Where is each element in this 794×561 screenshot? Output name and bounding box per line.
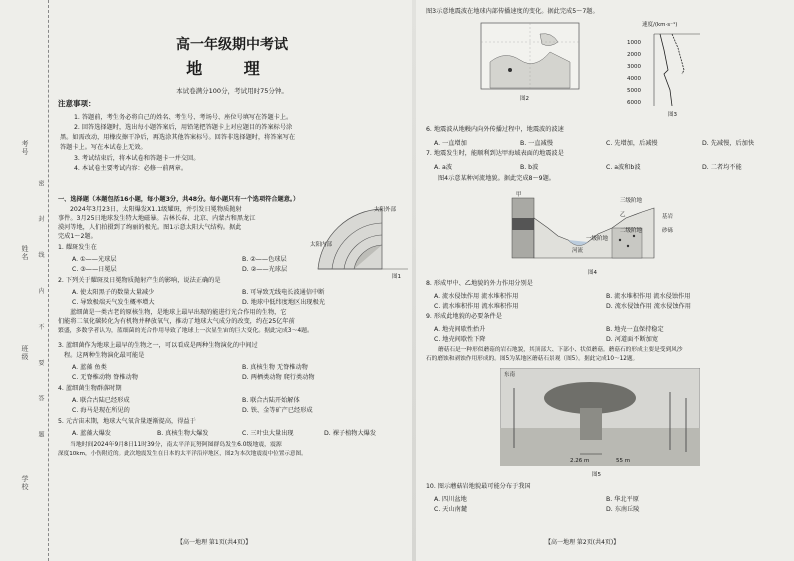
q7-option-c: C. a波和b波 [606,164,641,171]
q4-option-d: D. 铁、金等矿产已经形成 [242,407,313,414]
q8-option-c: C. 流水堆积作用 流水堆积作用 [434,303,519,310]
fig5-label-height: 55 m [616,458,631,464]
q3-stem: 3. 蓝细菌作为地球上最早的生物之一，可以看成是两种生物演化的中间过 [58,342,258,349]
q2-option-c: C. 导致极端天气发生概率增大 [72,299,155,306]
q4-option-a: A. 联合古陆已经形成 [72,397,130,404]
right-page [420,0,788,561]
intro1-line2: 事件。3月25日地球发生特大地磁暴。吉林长春、北京、内蒙古和黑龙江 [58,215,256,222]
fig3-caption: 图3 [668,112,677,118]
q3-stem-b: 程。这两种生物演化最可能是 [64,352,145,359]
q7-option-d: D. 二者均不能 [702,164,742,171]
q2-option-a: A. 使太阳黑子的数量大量减少 [72,289,155,296]
fig4-label-terrace1: 一级阶地 [586,236,609,242]
fig3-depth-4000: 4000 [627,76,641,82]
intro1-line1: 2024年3月23日，太阳爆发X1.1级耀斑，并引发日冕物质抛射 [70,206,242,213]
q5-option-b: B. 真核生物大爆发 [157,430,209,437]
q10-option-d: D. 东南丘陵 [606,506,640,513]
q1-option-b: B. ②——色球层 [242,256,287,263]
q6-option-b: B. 一直减慢 [520,140,553,147]
q6-stem: 6. 地震波从地幔内向外传播过程中，地震波的波速 [426,126,564,133]
intro5-line1: 蘑菇石是一种形似蘑菇的岩石地貌，其顶部大、下部小、状似蘑菇。蘑菇石的形成主要是受到风沙 [438,347,683,353]
q3-option-a: A. 蓝藻 鱼类 [72,364,107,371]
fig4-intro: 图4示意某种河流地貌。据此完成8～9题。 [438,175,555,182]
fig3-depth-3000: 3000 [627,64,641,70]
fig3-depth-1000: 1000 [627,40,641,46]
left-page [52,0,412,561]
fig1-caption: 图1 [392,274,401,280]
fig3-depth-5000: 5000 [627,88,641,94]
xingming-label: 姓名 [21,245,29,261]
seal-line-text: 密 封 线 内 不 要 答 题 [37,180,44,452]
intro1-line4: 完成1～2题。 [58,233,97,240]
fig4-label-river: 河流 [572,248,584,254]
q4-stem: 4. 蓝细菌生物群落时期 [58,385,122,392]
note-3: 3. 考试结束后，将本试卷和答题卡一并交回。 [74,155,200,162]
fig4-legend-bedrock: 基岩 [662,214,674,220]
q8-option-d: D. 流水侵蚀作用 流水侵蚀作用 [606,303,691,310]
q1-stem: 1. 耀斑发生在 [58,244,97,251]
kaohao-label: 考号 [21,140,29,156]
left-footer: 【高一地理 第1页(共4页)】 [177,539,252,546]
q4-option-b: B. 联合古陆开始解体 [242,397,300,404]
q9-option-b: B. 地壳一直保持稳定 [606,326,664,333]
intro3-line1: 当地时间2024年9月8日11时39分，南太平洋瓦努阿图群岛发生6.0级地震，震源 [70,442,282,448]
q5-stem: 5. 元古宙末期，地球大气氧含量逐渐提高，得益于 [58,418,196,425]
q8-stem: 8. 形成甲中、乙地貌的外力作用分别是 [426,280,533,287]
fig2-caption: 图2 [520,96,529,102]
q5-option-c: C. 三叶虫大量出现 [242,430,294,437]
q7-option-b: B. b波 [520,164,539,171]
q3-option-c: C. 无脊椎动物 脊椎动物 [72,374,138,381]
figure-5-mushroom-rock [500,368,700,466]
q2-stem: 2. 下列关于耀斑及日冕物质抛射产生的影响，说法正确的是 [58,277,221,284]
banji-label: 班级 [21,345,29,361]
q5-option-d: D. 裸子植物大爆发 [324,430,377,437]
q10-stem: 10. 图示蘑菇岩地貌最可能分布于我国 [426,483,531,490]
binding-strip [0,0,49,561]
xuexiao-label: 学校 [21,475,29,491]
q9-option-c: C. 地壳间歇性下降 [434,336,486,343]
fig4-label-terrace2: 二级阶地 [620,228,643,234]
q9-option-a: A. 地壳间歇性抬升 [434,326,486,333]
subject-title: 地 理 [186,59,278,78]
q9-option-d: D. 河道面不断加宽 [606,336,659,343]
fig1-label-inner: 太阳内部 [310,242,333,248]
fig4-caption: 图4 [588,270,597,276]
q4-option-c: C. 海马是现在所见的 [72,407,130,414]
intro1-line3: 漠河等地，人们拍摄到了绚丽的极光。图1示意太阳大气结构。据此 [58,224,242,231]
q6-option-c: C. 先增加，后减慢 [606,140,658,147]
q2-option-b: B. 可导致无线电长波通信中断 [242,289,325,296]
fig5-label-width: 2.26 m [570,458,590,464]
note-1: 1. 答题前，考生务必将自己的姓名、考生号、考场号、座位号填写在答题卡上。 [74,114,293,121]
q6-option-a: A. 一直增加 [434,140,467,147]
fig3-depth-2000: 2000 [627,52,641,58]
q1-option-d: D. ②——光球层 [242,266,288,273]
fig4-label-jia: 甲 [516,192,522,198]
q5-option-a: A. 蓝藻大爆发 [72,430,111,437]
fig4-label-terrace3: 三级阶地 [620,198,643,204]
fig5-label-direction: 东南 [504,372,516,378]
q10-option-c: C. 天山南麓 [434,506,468,513]
q10-option-b: B. 华北平原 [606,496,639,503]
intro3-line2: 深度10km，小伤附近的。此次地震发生在日本的太平洋沿岸地区，图2为本次地震震中位置示意图。 [58,451,307,457]
q9-stem: 9. 形成此地貌的必要条件是 [426,313,502,320]
fig1-label-outer: 太阳外部 [374,207,397,213]
exam-title: 高一年级期中考试 [176,37,288,53]
fig3-depth-6000: 6000 [627,100,641,106]
q8-option-b: B. 流水堆积作用 流水侵蚀作用 [606,293,691,300]
page-gutter [412,0,416,561]
fig4-label-yi: 乙 [620,212,626,218]
q6-option-d: D. 先减慢，后加快 [702,140,755,147]
notes-heading: 注意事项： [58,99,96,108]
intro2-line3: 繁盛，多数学者认为，蓝细菌的光合作用导致了地球上一次显生宙的巨大变化。据此完成3～4题。 [58,328,313,334]
note-2: 2. 回答选择题时，选出每小题答案后，用铅笔把答题卡上对应题目的答案标号涂 [74,124,293,131]
q3-option-b: B. 真核生物 无脊椎动物 [242,364,308,371]
q3-option-d: D. 两栖类动物 爬行类动物 [242,374,315,381]
q7-option-a: A. a波 [434,164,453,171]
exam-info: 本试卷满分100分，考试用时75分钟。 [176,87,288,95]
intro2-line1: 蓝细菌是一类古老的原核生物，是地球上最早出现的能进行光合作用的生物，它 [70,309,287,316]
fig4-legend-gravel: 砂砾 [662,228,674,234]
q2-option-d: D. 地球中低纬度地区出现极光 [242,299,325,306]
note-2c: 答题卡上。写在本试卷上无效。 [60,144,147,151]
q1-option-a: A. ①——光球层 [72,256,117,263]
section1-heading: 一、选择题（本题包括16小题，每小题3分，共48分。每小题只有一个选项符合题意。） [58,196,300,203]
q1-option-c: C. ③——日冕层 [72,266,117,273]
fig3-intro: 图3示意地震波在地球内部传播速度的变化。据此完成5～7题。 [426,8,599,15]
q8-option-a: A. 流水侵蚀作用 流水堆积作用 [434,293,519,300]
q7-stem: 7. 地震发生时，能顺利到达甲海域表面的地震波是 [426,150,564,157]
q10-option-a: A. 四川盆地 [434,496,467,503]
right-footer: 【高一地理 第2页(共4页)】 [545,539,620,546]
note-4: 4. 本试卷主要考试内容：必修一前两章。 [74,165,188,172]
note-2b: 黑。如需改动，用橡皮擦干净后，再选涂其他答案标号。回答非选择题时，将答案写在 [60,134,296,141]
figure-3-wave-chart [642,30,702,108]
fig5-caption: 图5 [592,472,601,478]
fig3-axis-label: 速度/(km·s⁻¹) [642,22,678,28]
figure-2-map [480,22,580,90]
intro5-line2: 石的磨蚀和剥蚀作用形成的。图5为某地区蘑菇石景观（图5）。据此完成10～12题。 [426,356,639,362]
intro2-line2: 们能将二氧化碳转化为有机物并释放氧气，推动了地球大气成分的改变，约在25亿年前 [58,318,295,325]
